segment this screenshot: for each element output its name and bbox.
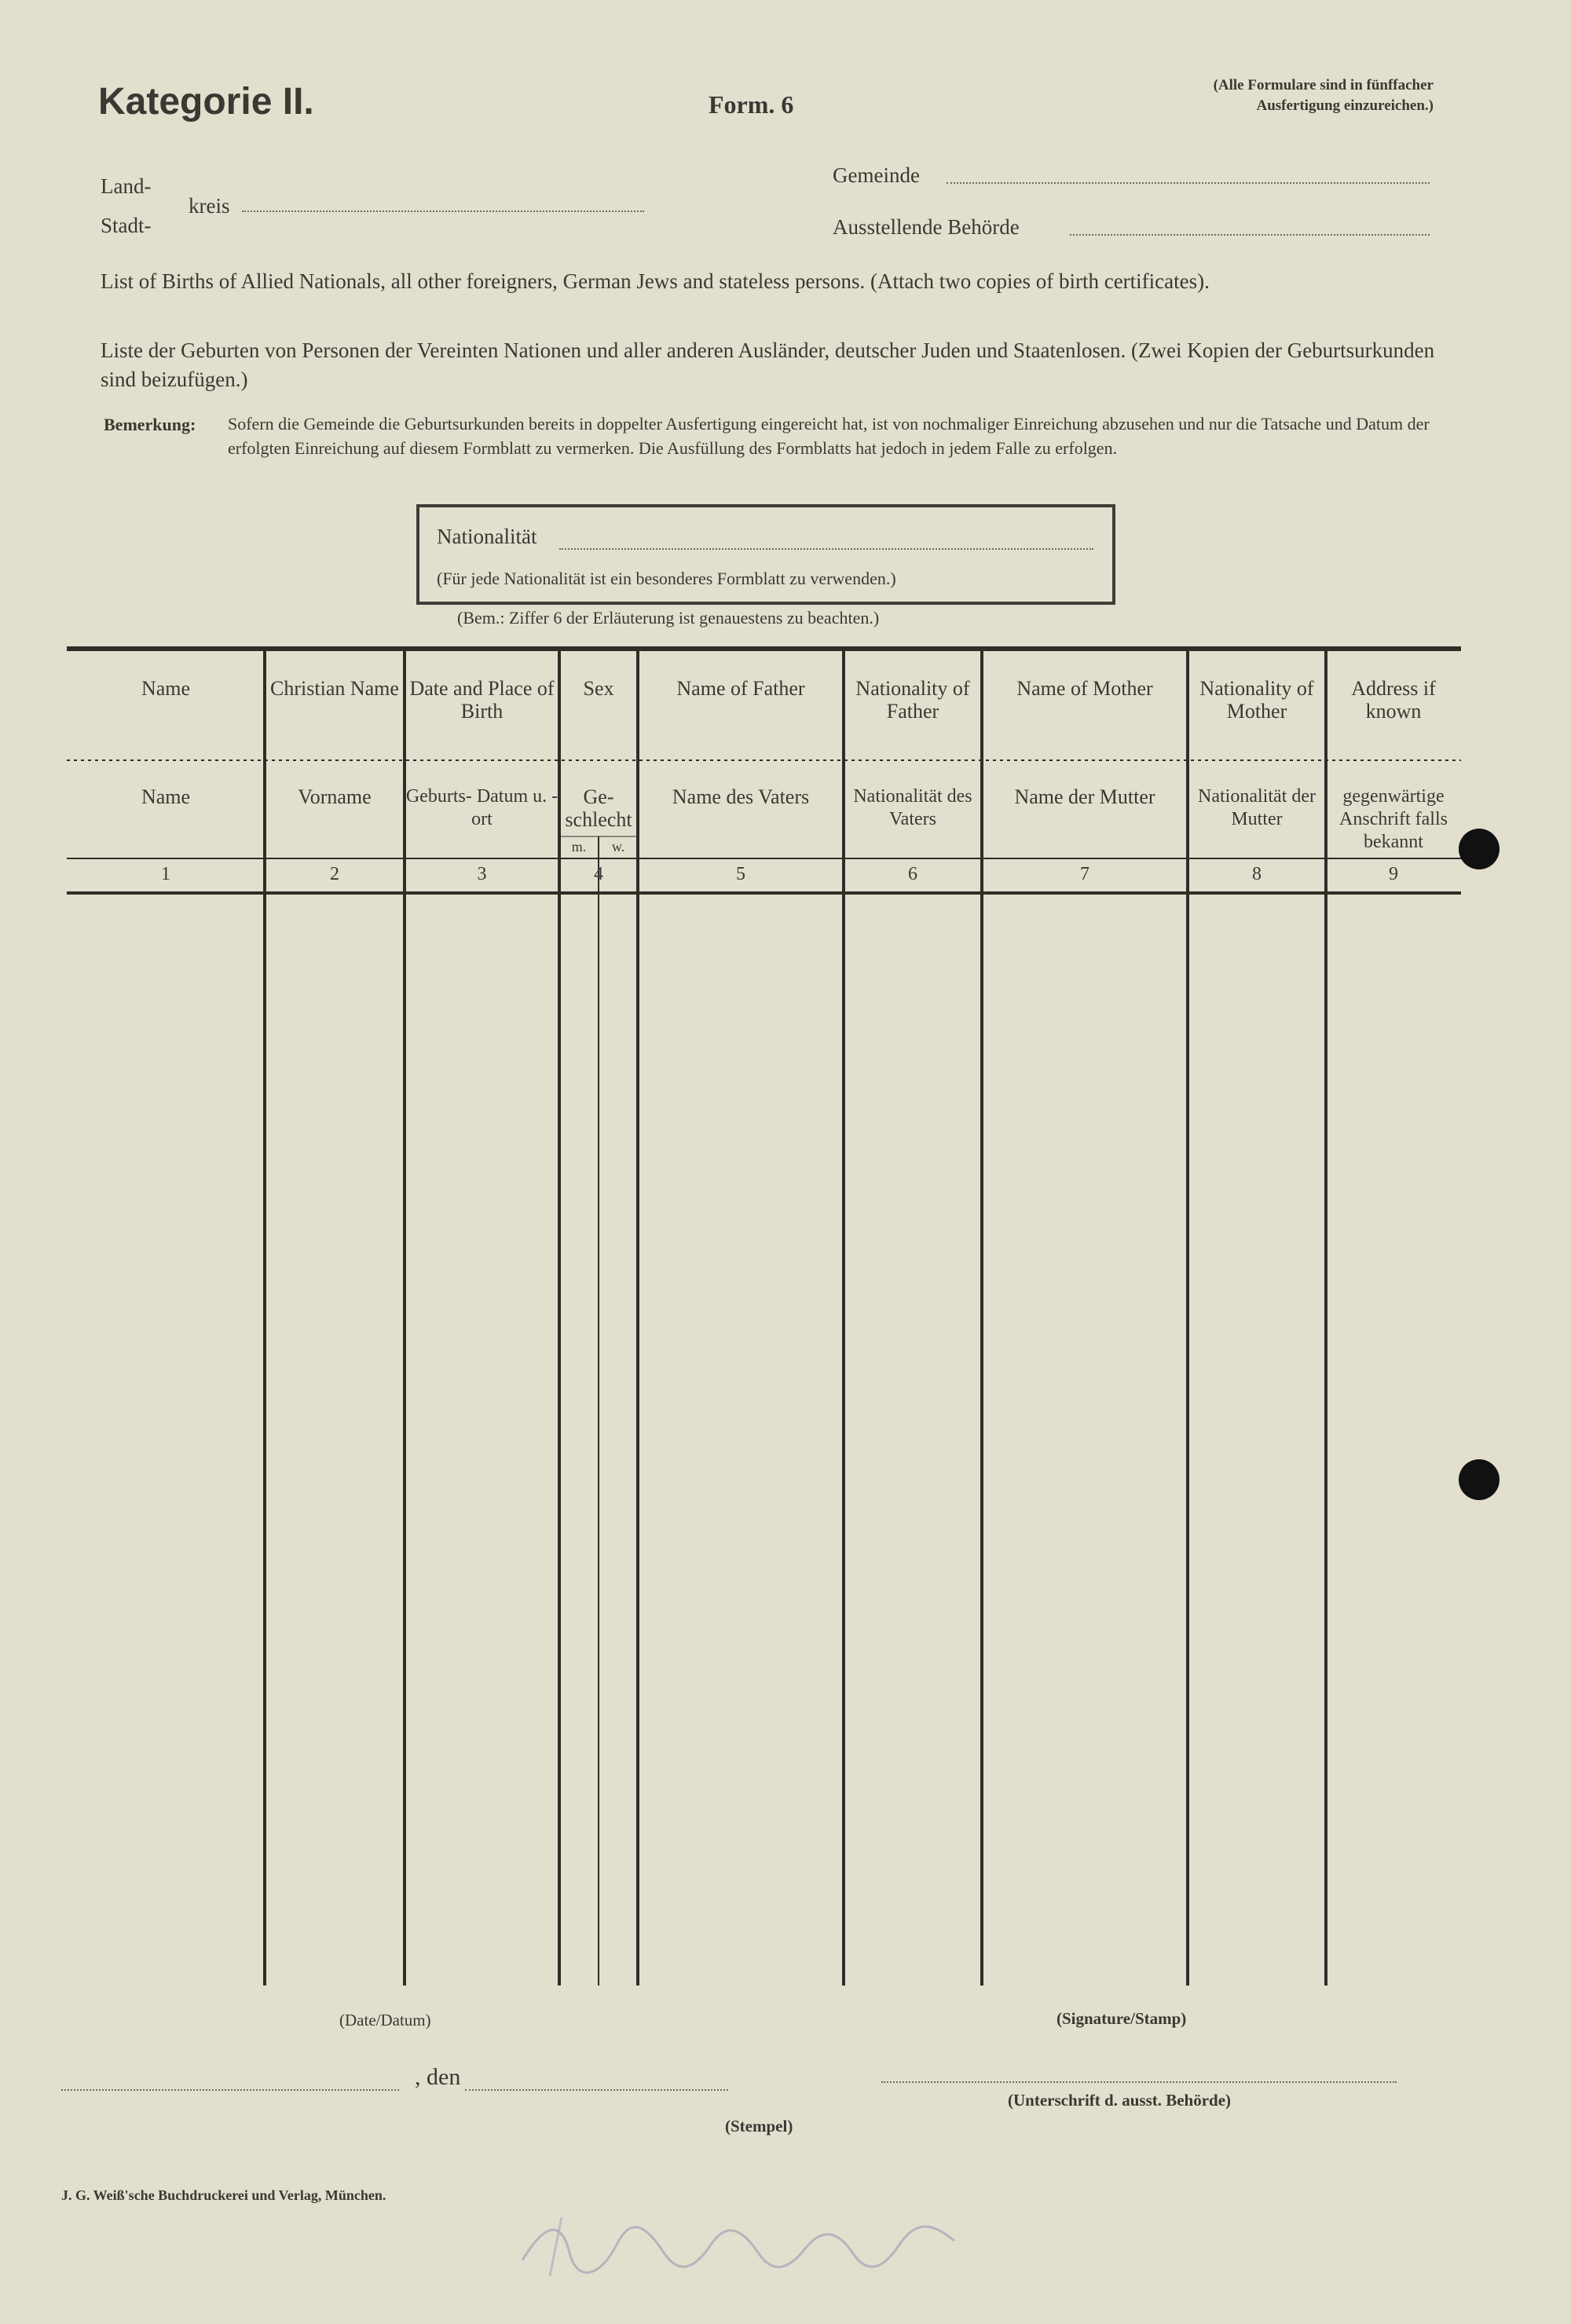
sex-subheader-m: m. (571, 839, 587, 855)
column-header-de: Ge- schlecht (565, 785, 632, 831)
column-header-de: Geburts- Datum u. -ort (405, 786, 558, 829)
column-number: 1 (161, 864, 170, 884)
sex-subheader-w: w. (611, 839, 625, 855)
gemeinde-fill-line[interactable] (947, 182, 1430, 184)
kreis-label: kreis (189, 194, 230, 218)
column-number: 4 (594, 864, 603, 884)
gemeinde-label: Gemeinde (833, 163, 920, 187)
land-label: Land- (101, 174, 152, 198)
printer-imprint: J. G. Weiß'sche Buchdruckerei und Verlag, München. (61, 2187, 386, 2203)
column-header-de: Name des Vaters (672, 785, 810, 808)
column-header-en: Name (141, 677, 191, 700)
column-number: 8 (1252, 864, 1262, 884)
stamp-label: (Stempel) (725, 2117, 793, 2136)
date-label: (Date/Datum) (339, 2011, 431, 2029)
kreis-fill-line[interactable] (242, 210, 644, 212)
nationality-box (416, 504, 1115, 605)
signature-fill-line[interactable] (881, 2081, 1397, 2083)
column-header-de: gegenwärtige Anschrift falls bekannt (1339, 786, 1448, 852)
column-header-en: Name of Father (676, 677, 805, 700)
column-header-de: Vorname (298, 785, 372, 808)
column-number: 6 (908, 864, 917, 884)
nationality-note: (Für jede Nationalität ist ein besonderes Formblatt zu verwenden.) (437, 569, 896, 588)
handwritten-signature (515, 2205, 986, 2284)
intro-english: List of Births of Allied Nationals, all other foreigners, German Jews and stateless persons. (Attach two copies of birth certificates). (101, 269, 1210, 293)
column-header-de: Nationalität des Vaters (853, 786, 972, 829)
date-fill-line[interactable] (465, 2089, 728, 2091)
punch-hole (1459, 829, 1500, 869)
column-number: 3 (477, 864, 487, 884)
place-fill-line[interactable] (61, 2089, 399, 2091)
column-number: 9 (1389, 864, 1398, 884)
column-header-en: Sex (583, 677, 614, 700)
intro-german: Liste der Geburten von Personen der Vereinten Nationen und aller anderen Ausländer, deutscher Juden und Staatenlosen. (Zwei Kopien der Geburtsurkunden sind beizufügen.) (101, 339, 1435, 391)
column-number: 7 (1080, 864, 1089, 884)
form-number: Form. 6 (709, 90, 794, 119)
punch-hole (1459, 1459, 1500, 1500)
category-title: Kategorie II. (98, 81, 314, 123)
nationality-label: Nationalität (437, 525, 537, 548)
remark-text: Sofern die Gemeinde die Geburtsurkunden bereits in doppelter Ausfertigung eingereicht hat, ist von nochmaliger Einreichung abzusehen und nur die Tatsache und Datum der erfolgten Einreichung auf diesem Formblatt zu vermerken. Die Ausfüllung des Formblatts hat jedoch in jedem Falle zu erfolgen. (228, 414, 1430, 458)
column-number: 5 (736, 864, 745, 884)
stadt-label: Stadt- (101, 214, 152, 237)
column-header-en: Name of Mother (1016, 677, 1153, 700)
signature-label: (Signature/Stamp) (1056, 2009, 1187, 2028)
column-header-de: Nationalität der Mutter (1198, 786, 1316, 829)
column-header-en: Address if known (1351, 677, 1436, 723)
submission-instruction-line-2: Ausfertigung einzureichen.) (1256, 97, 1434, 114)
column-header-en: Date and Place of Birth (409, 677, 555, 723)
column-header-en: Nationality of Father (855, 677, 970, 723)
column-header-en: Nationality of Mother (1199, 677, 1314, 723)
explanation-note: (Bem.: Ziffer 6 der Erläuterung ist genauestens zu beachten.) (457, 608, 880, 628)
submission-instruction-line-1: (Alle Formulare sind in fünffacher (1213, 77, 1434, 93)
remark-label: Bemerkung: (104, 415, 196, 434)
column-header-en: Christian Name (270, 677, 399, 700)
column-number: 2 (330, 864, 339, 884)
ausstellende-behoerde-label: Ausstellende Behörde (833, 215, 1020, 239)
behoerde-fill-line[interactable] (1070, 234, 1430, 236)
column-header-de: Name der Mutter (1014, 785, 1155, 808)
column-header-de: Name (141, 785, 191, 808)
issuing-authority-signature-label: (Unterschrift d. ausst. Behörde) (1008, 2091, 1232, 2110)
nationality-fill-line[interactable] (559, 548, 1093, 550)
den-label: , den (415, 2064, 461, 2090)
